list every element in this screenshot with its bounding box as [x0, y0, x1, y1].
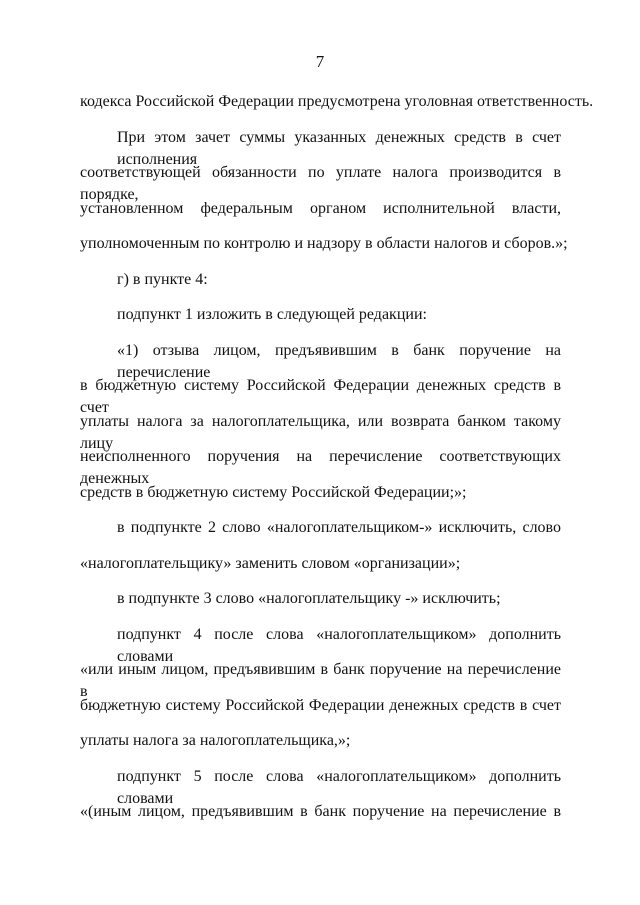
text-line: подпункт 1 изложить в следующей редакции:: [117, 306, 427, 323]
text-line: соответствующей обязанности по уплате налога производится в порядке,: [80, 164, 561, 203]
text-line: уплаты налога за налогоплательщика,»;: [80, 732, 351, 749]
text-line: кодекса Российской Федерации предусмотрена уголовная ответственность.: [80, 93, 594, 110]
text-line: подпункт 4 после слова «налогоплательщиком» дополнить словами: [117, 626, 561, 665]
text-line: в бюджетную систему Российской Федерации денежных средств в счет: [80, 377, 561, 416]
text-line: При этом зачет суммы указанных денежных средств в счет исполнения: [117, 129, 561, 168]
text-line: «1) отзыва лицом, предъявившим в банк поручение на перечисление: [117, 342, 561, 381]
text-line: «(иным лицом, предъявившим в банк поручение на перечисление в: [80, 803, 561, 820]
text-line: уполномоченным по контролю и надзору в области налогов и сборов.»;: [80, 235, 568, 252]
text-line: «или иным лицом, предъявившим в банк поручение на перечисление в: [80, 661, 561, 700]
page-number: 7: [315, 52, 325, 71]
text-line: г) в пункте 4:: [117, 271, 208, 288]
text-line: уплаты налога за налогоплательщика, или возврата банком такому лицу: [80, 413, 561, 452]
text-line: неисполненного поручения на перечисление соответствующих денежных: [80, 448, 561, 487]
text-line: в подпункте 2 слово «налогоплательщиком-» исключить, слово: [117, 519, 561, 536]
text-line: установленном федеральным органом исполнительной власти,: [80, 200, 561, 217]
text-line: средств в бюджетную систему Российской Федерации;»;: [80, 484, 467, 501]
text-line: бюджетную систему Российской Федерации денежных средств в счет: [80, 697, 561, 714]
text-line: «налогоплательщику» заменить словом «организации»;: [80, 555, 461, 572]
text-line: в подпункте 3 слово «налогоплательщику -» исключить;: [117, 590, 501, 607]
text-line: подпункт 5 после слова «налогоплательщиком» дополнить словами: [117, 768, 561, 807]
